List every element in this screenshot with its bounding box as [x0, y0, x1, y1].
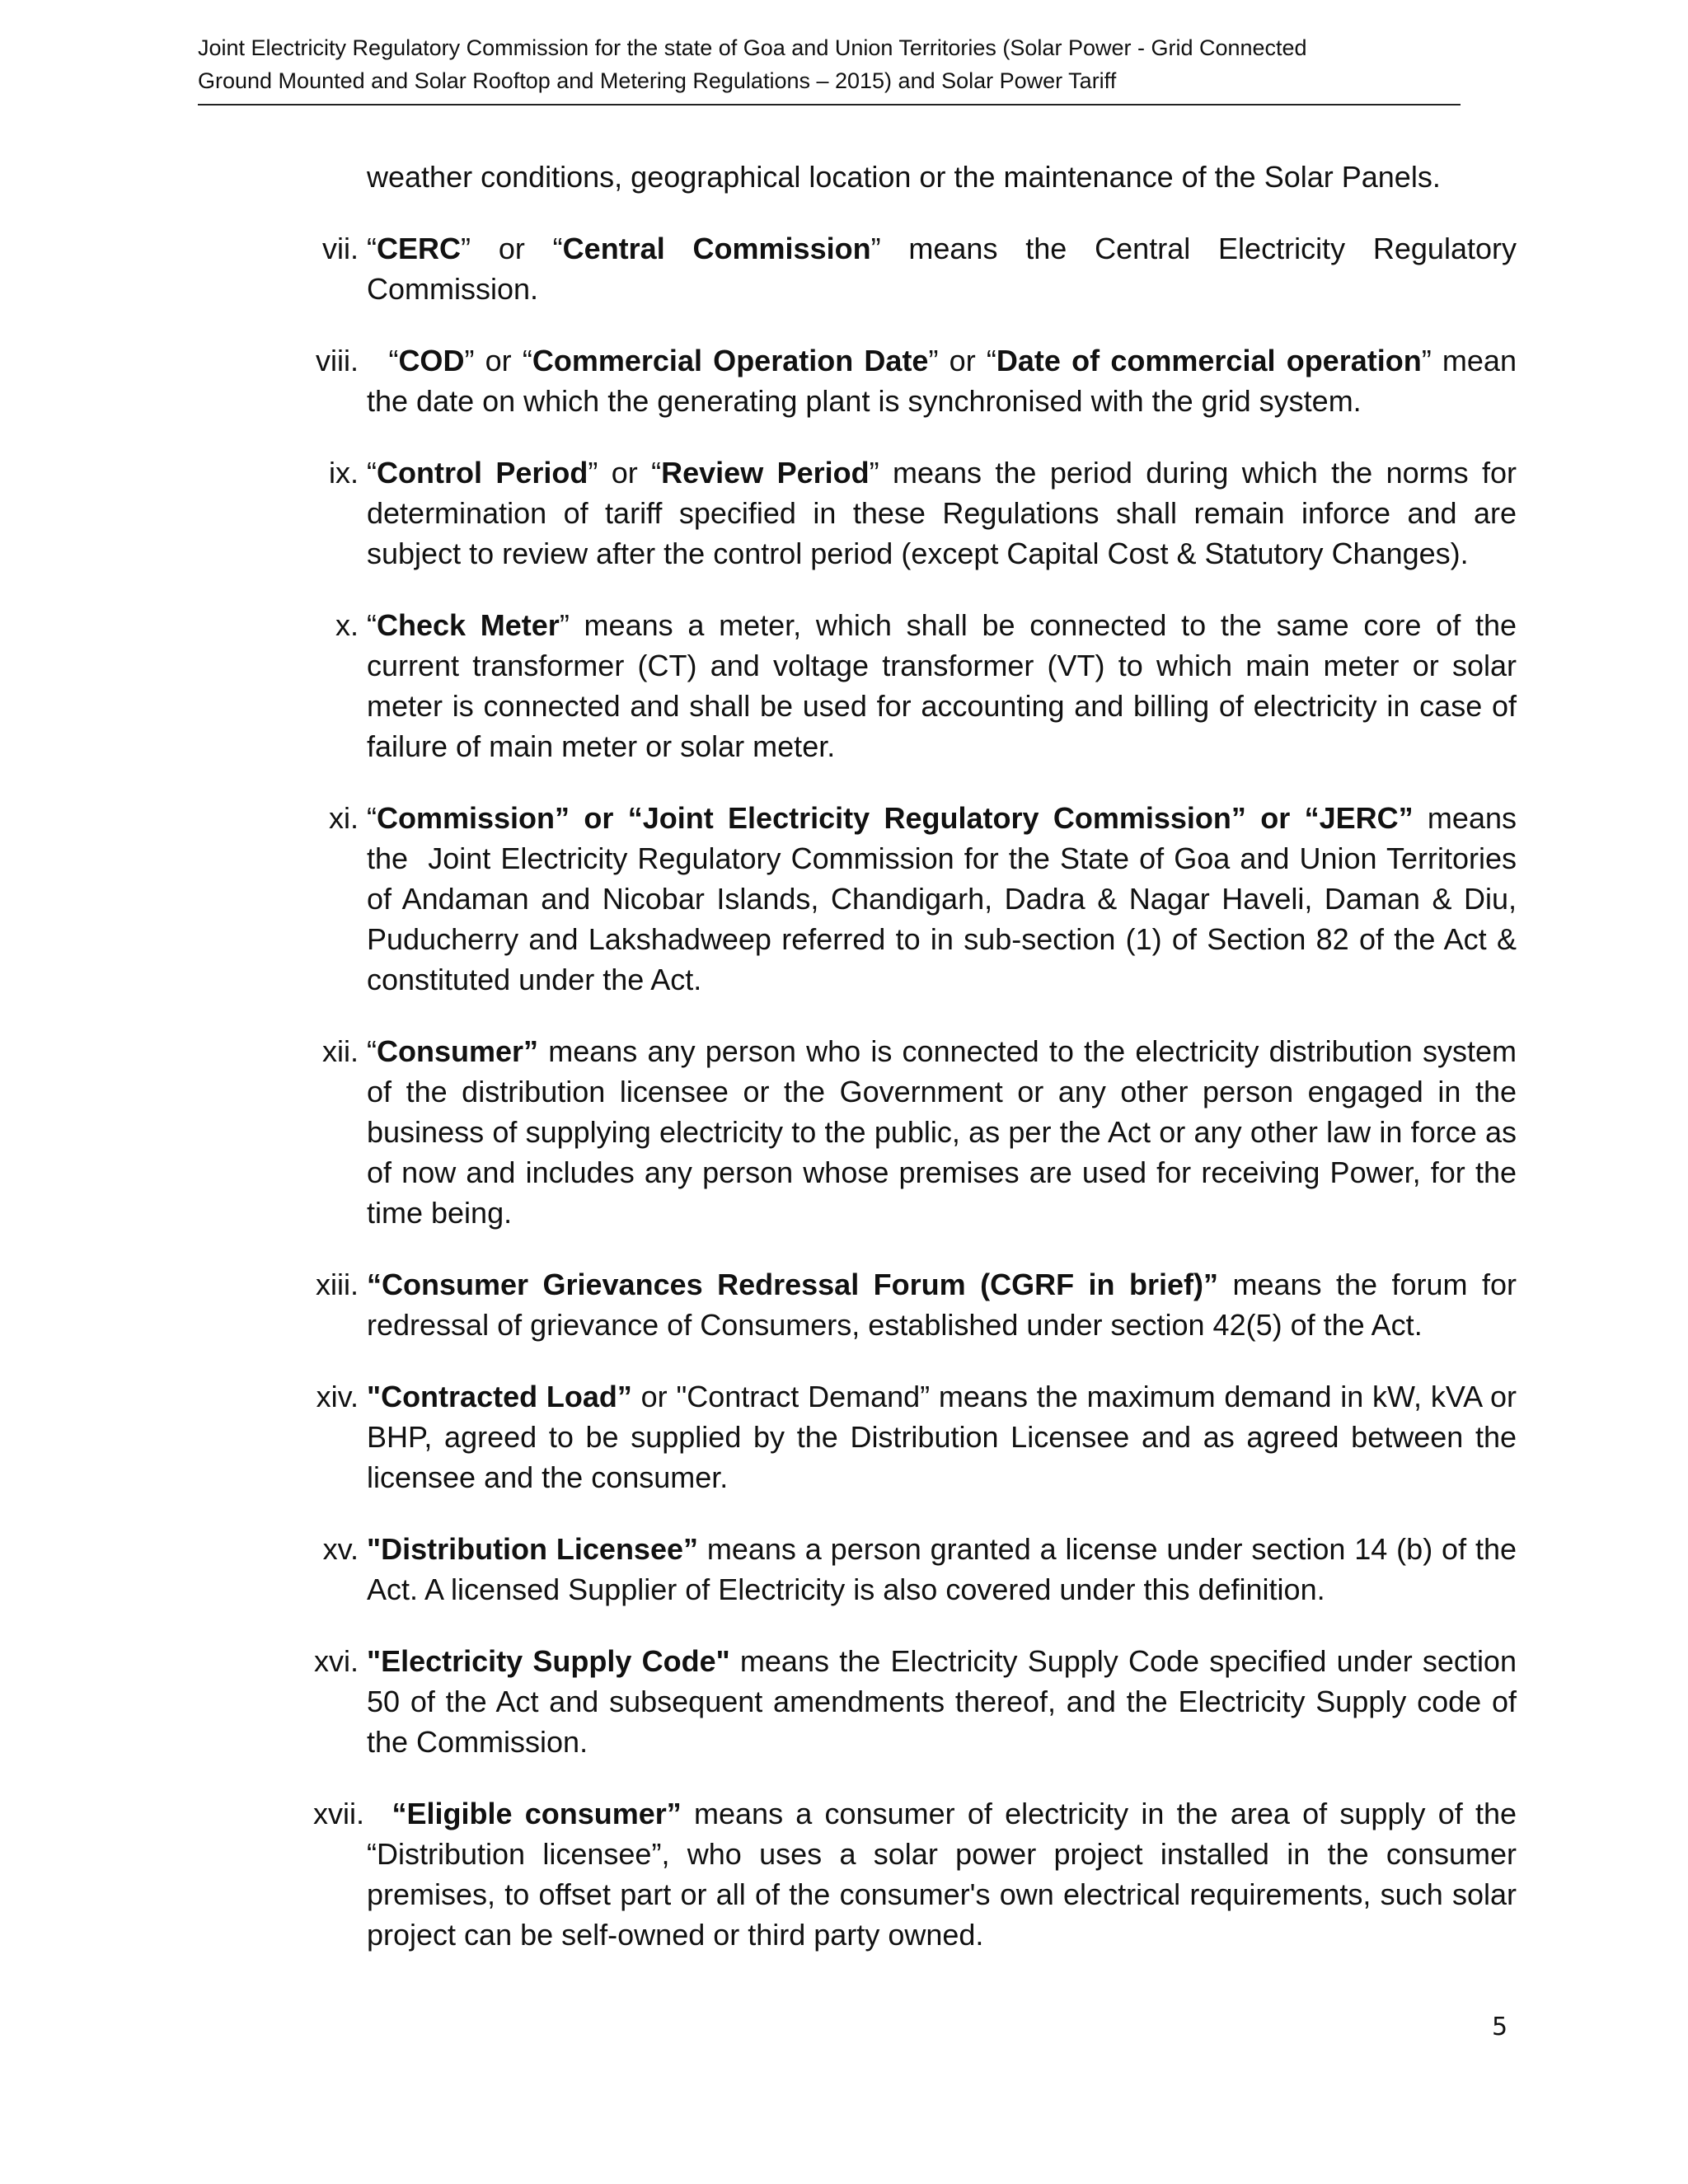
definition-text — [367, 1031, 1517, 1233]
definition-numeral: xii. — [322, 1034, 359, 1068]
definition-fragment: “ — [367, 608, 377, 642]
defined-term: Date of commercial operation — [996, 344, 1422, 377]
definition-item — [313, 798, 1517, 1000]
definition-fragment: means any person who is connected to the electricity distribution system of the distribution licensee or the Government or any other person engaged in the business of supplying electricity to the public, as per the Act or any other law in force as of now and includes any person whose premises are used for receiving Power, for the time being. — [367, 1034, 1517, 1230]
definition-fragment: means the Electricity Supply Code specified under section 50 of the Act and subsequent amendments thereof, and the Electricity Supply code of the Commission. — [367, 1644, 1517, 1759]
page-header — [198, 31, 1461, 105]
definition-fragment: ” or “ — [588, 456, 662, 490]
definition-item — [313, 605, 1517, 766]
definition-text — [367, 1641, 1517, 1762]
defined-term: “Eligible consumer” — [392, 1797, 682, 1830]
definition-fragment: ” or “ — [461, 232, 563, 265]
definition-fragment: “ — [367, 1034, 377, 1068]
definition-text — [367, 798, 1517, 1000]
defined-term: Review Period — [661, 456, 870, 490]
definition-item — [313, 1376, 1517, 1497]
defined-term: CERC — [377, 232, 462, 265]
definition-item — [313, 452, 1517, 574]
definitions-content — [313, 157, 1517, 1955]
definition-item — [313, 1529, 1517, 1610]
defined-term: Check Meter — [377, 608, 560, 642]
definition-item — [313, 1031, 1517, 1233]
definition-fragment: means the Joint Electricity Regulatory Commission for the State of Goa and Union Territories of Andaman and Nicobar Islands, Chandigarh, Dadra & Nagar Haveli, Daman & Diu, Puducherry and Lakshadweep referred to in sub-section (1) of Section 82 of the Act & constituted under the Act. — [367, 801, 1517, 996]
definition-fragment: “ — [367, 344, 399, 377]
definition-fragment: means a consumer of electricity in the area of supply of the “Distribution licensee”, who uses a solar power project installed in the consumer premises, to offset part or all of the consumer's own electrical requirements, such solar project can be self-owned or third party owned. — [367, 1797, 1517, 1952]
definition-text — [367, 1376, 1517, 1497]
definition-numeral: xiii. — [316, 1268, 359, 1301]
definition-text — [367, 1529, 1517, 1610]
definition-fragment: means the forum for redressal of grievance of Consumers, established under section 42(5) of the Act. — [367, 1268, 1517, 1342]
defined-term: Central Commission — [562, 232, 871, 265]
defined-term: “Consumer Grievances Redressal Forum (CGRF in brief)” — [367, 1268, 1219, 1301]
defined-term: "Distribution Licensee” — [367, 1532, 698, 1566]
definition-numeral: xvii. — [313, 1797, 364, 1830]
defined-term: "Contracted Load” — [367, 1380, 632, 1413]
definition-item — [313, 1641, 1517, 1762]
definitions-list — [313, 228, 1517, 1955]
definition-fragment: ” mean the date on which the generating plant is synchronised with the grid system. — [367, 344, 1517, 418]
defined-term: "Electricity Supply Code" — [367, 1644, 730, 1678]
definition-fragment: ” means a meter, which shall be connected to the same core of the current transformer (CT) and voltage transformer (VT) to which main meter or solar meter is connected and shall be used for accounting and billing of electricity in case of failure of main meter or solar meter. — [367, 608, 1517, 763]
definition-text — [367, 228, 1517, 309]
definition-item — [313, 1264, 1517, 1345]
definition-fragment: means a person granted a license under section 14 (b) of the Act. A licensed Supplier of Electricity is also covered under this definition. — [367, 1532, 1517, 1606]
definition-fragment: ” means the Central Electricity Regulatory Commission. — [367, 232, 1517, 306]
definition-item — [313, 340, 1517, 421]
definition-text — [367, 605, 1517, 766]
definition-item — [313, 228, 1517, 309]
definition-numeral: ix. — [329, 456, 359, 490]
definition-numeral: xvi. — [314, 1644, 359, 1678]
header-line-2: Ground Mounted and Solar Rooftop and Metering Regulations – 2015) and Solar Power Tariff — [198, 68, 1117, 93]
definition-text — [367, 1264, 1517, 1345]
definition-numeral: xiv. — [316, 1380, 359, 1413]
continued-paragraph: weather conditions, geographical location or the maintenance of the Solar Panels. — [367, 160, 1441, 194]
definition-item — [313, 1793, 1517, 1955]
defined-term: Consumer” — [377, 1034, 539, 1068]
definition-fragment: “ — [367, 801, 377, 835]
header-line-1: Joint Electricity Regulatory Commission for the state of Goa and Union Territories (Solar Power - Grid Connected — [198, 35, 1307, 60]
defined-term: COD — [398, 344, 465, 377]
definition-fragment: or "Contract Demand” means the maximum demand in kW, kVA or BHP, agreed to be supplied by the Distribution Licensee and as agreed between the licensee and the consumer. — [367, 1380, 1517, 1494]
definition-fragment: ” or “ — [928, 344, 996, 377]
defined-term: Commercial Operation Date — [532, 344, 929, 377]
definition-fragment: “ — [367, 456, 377, 490]
definition-numeral: xv. — [322, 1532, 359, 1566]
definition-numeral: xi. — [329, 801, 359, 835]
definition-numeral: viii. — [316, 344, 359, 377]
definition-fragment: ” means the period during which the norms for determination of tariff specified in these Regulations shall remain inforce and are subject to review after the control period (except Capital Cost & Statutory Changes). — [367, 456, 1517, 570]
definition-numeral: vii. — [322, 232, 359, 265]
definition-fragment: “ — [367, 232, 377, 265]
definition-text — [367, 340, 1517, 421]
definition-fragment — [367, 1797, 392, 1830]
definition-fragment: ” or “ — [464, 344, 532, 377]
defined-term: Commission” or “Joint Electricity Regulatory Commission” or “JERC” — [377, 801, 1414, 835]
definition-numeral: x. — [335, 608, 359, 642]
defined-term: Control Period — [377, 456, 588, 490]
definition-text — [367, 1793, 1517, 1955]
definition-text — [367, 452, 1517, 574]
page-number: 5 — [1492, 2013, 1508, 2041]
